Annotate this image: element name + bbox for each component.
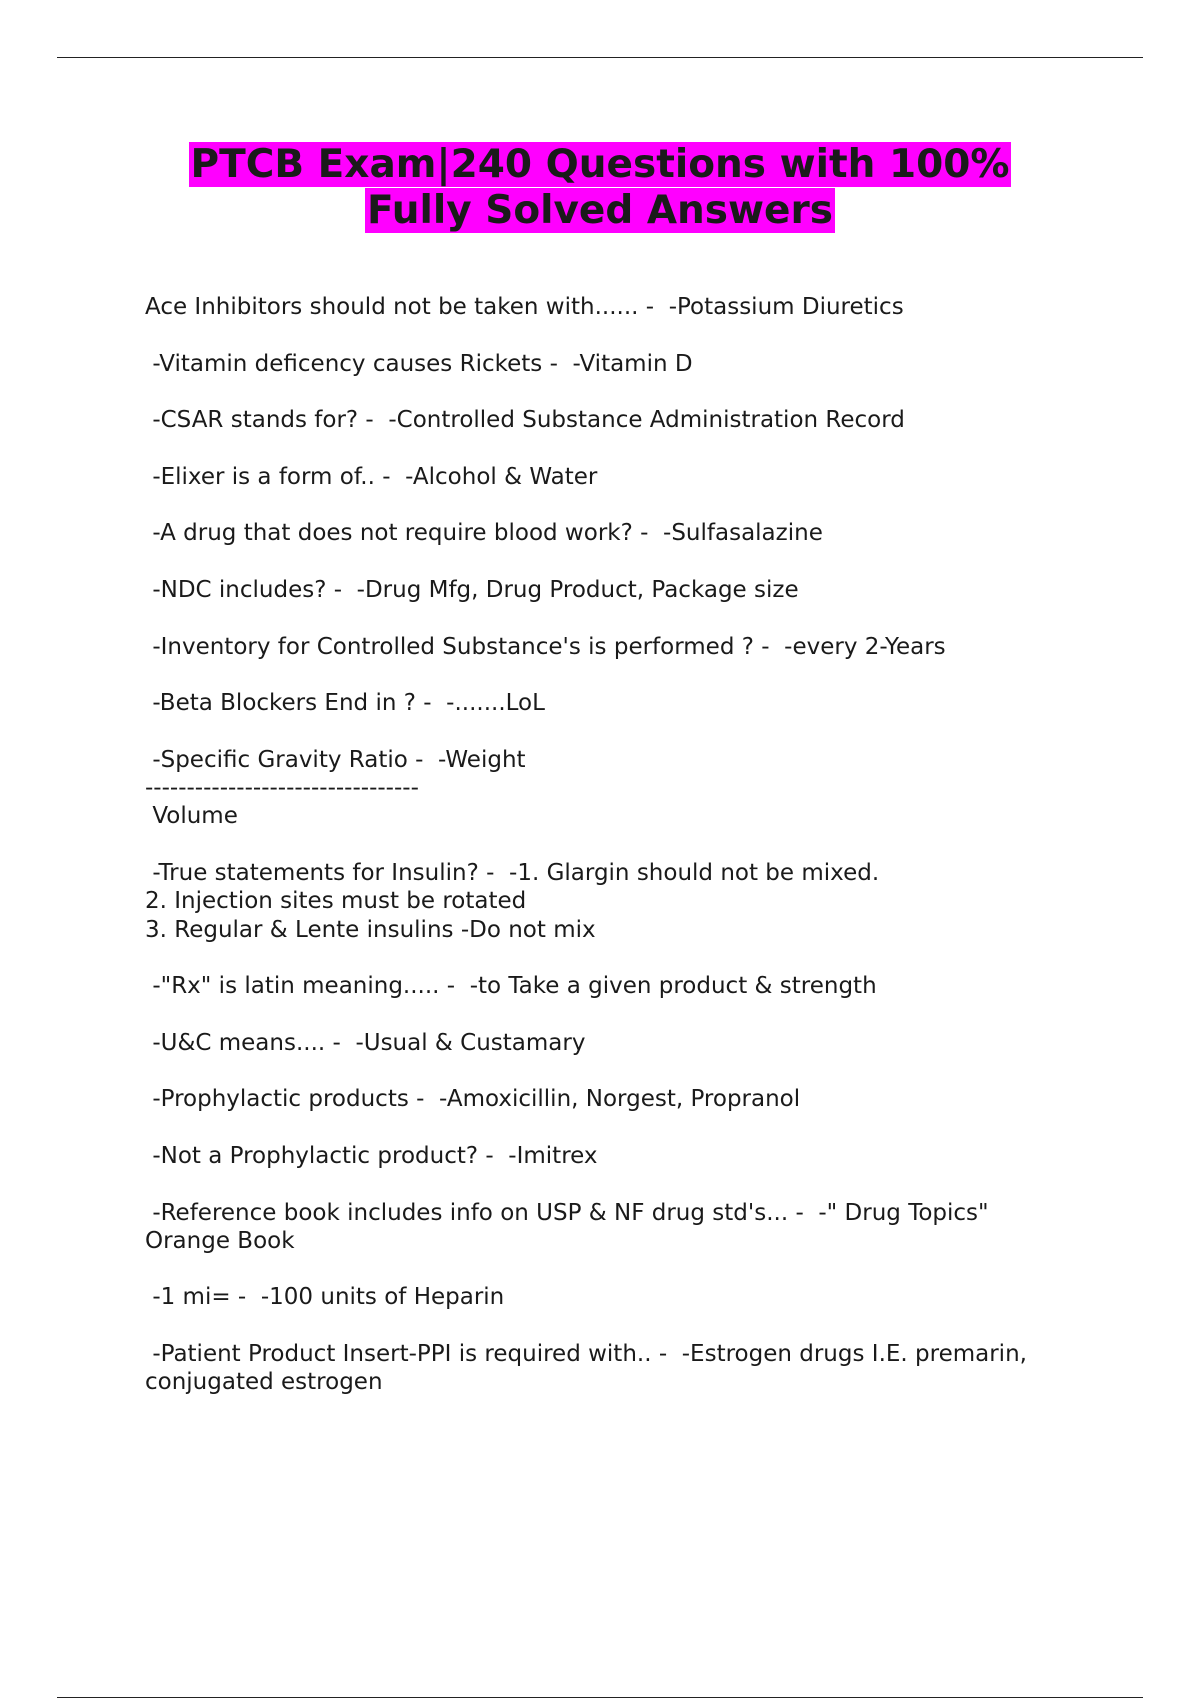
qa-line: -True statements for Insulin? - -1. Glargin should not be mixed. (145, 859, 880, 886)
question-answer-list (145, 293, 1105, 1425)
qa-item (145, 1029, 1105, 1057)
qa-item (145, 576, 1105, 604)
qa-line: -Not a Prophylactic product? - -Imitrex (145, 1142, 598, 1169)
qa-line: -"Rx" is latin meaning..... - -to Take a given product & strength (145, 973, 877, 1000)
title-line-2: Fully Solved Answers (367, 188, 833, 233)
qa-item (145, 1142, 1105, 1170)
qa-item (145, 689, 1105, 717)
qa-item (145, 519, 1105, 547)
document-title (57, 142, 1143, 234)
qa-line: Ace Inhibitors should not be taken with...... - -Potassium Diuretics (145, 294, 904, 320)
qa-item (145, 406, 1105, 434)
qa-line: -Reference book includes info on USP & NF drug std's... - -" Drug Topics" (145, 1199, 989, 1226)
qa-item (145, 350, 1105, 378)
qa-line: Orange Book (145, 1227, 295, 1254)
qa-item (145, 1340, 1105, 1397)
qa-line: conjugated estrogen (145, 1369, 383, 1396)
qa-line: -U&C means.... - -Usual & Custamary (145, 1029, 586, 1056)
qa-line: -Elixer is a form of.. - -Alcohol & Water (145, 463, 598, 490)
qa-line: -Patient Product Insert-PPI is required with.. - -Estrogen drugs I.E. premarin, (145, 1340, 1027, 1367)
qa-line: 2. Injection sites must be rotated (145, 888, 527, 915)
qa-line: -Prophylactic products - -Amoxicillin, Norgest, Propranol (145, 1086, 801, 1113)
qa-line: -CSAR stands for? - -Controlled Substance Administration Record (145, 407, 905, 434)
qa-item (145, 746, 1105, 831)
qa-line: -Beta Blockers End in ? - -.......LoL (145, 690, 545, 717)
title-line-1: PTCB Exam|240 Questions with 100% (190, 142, 1010, 187)
qa-line: -A drug that does not require blood work? - -Sulfasalazine (145, 520, 823, 547)
qa-item (145, 1283, 1105, 1311)
qa-item (145, 859, 1105, 944)
qa-item (145, 1199, 1105, 1256)
qa-line: -Inventory for Controlled Substance's is performed ? - -every 2-Years (145, 633, 946, 660)
qa-line: -NDC includes? - -Drug Mfg, Drug Product, Package size (145, 576, 799, 603)
qa-item (145, 633, 1105, 661)
qa-item (145, 463, 1105, 491)
qa-item (145, 972, 1105, 1000)
qa-item (145, 293, 1105, 321)
qa-item (145, 1085, 1105, 1113)
qa-line: -Vitamin deficency causes Rickets - -Vitamin D (145, 350, 693, 377)
qa-line: Volume (145, 803, 238, 830)
footer-rule (57, 1697, 1143, 1698)
qa-line: -1 mi= - -100 units of Heparin (145, 1284, 505, 1311)
header-rule (57, 57, 1143, 58)
qa-line: -Specific Gravity Ratio - -Weight (145, 746, 526, 773)
qa-line: 3. Regular & Lente insulins -Do not mix (145, 916, 596, 943)
qa-line: --------------------------------- (145, 775, 419, 802)
